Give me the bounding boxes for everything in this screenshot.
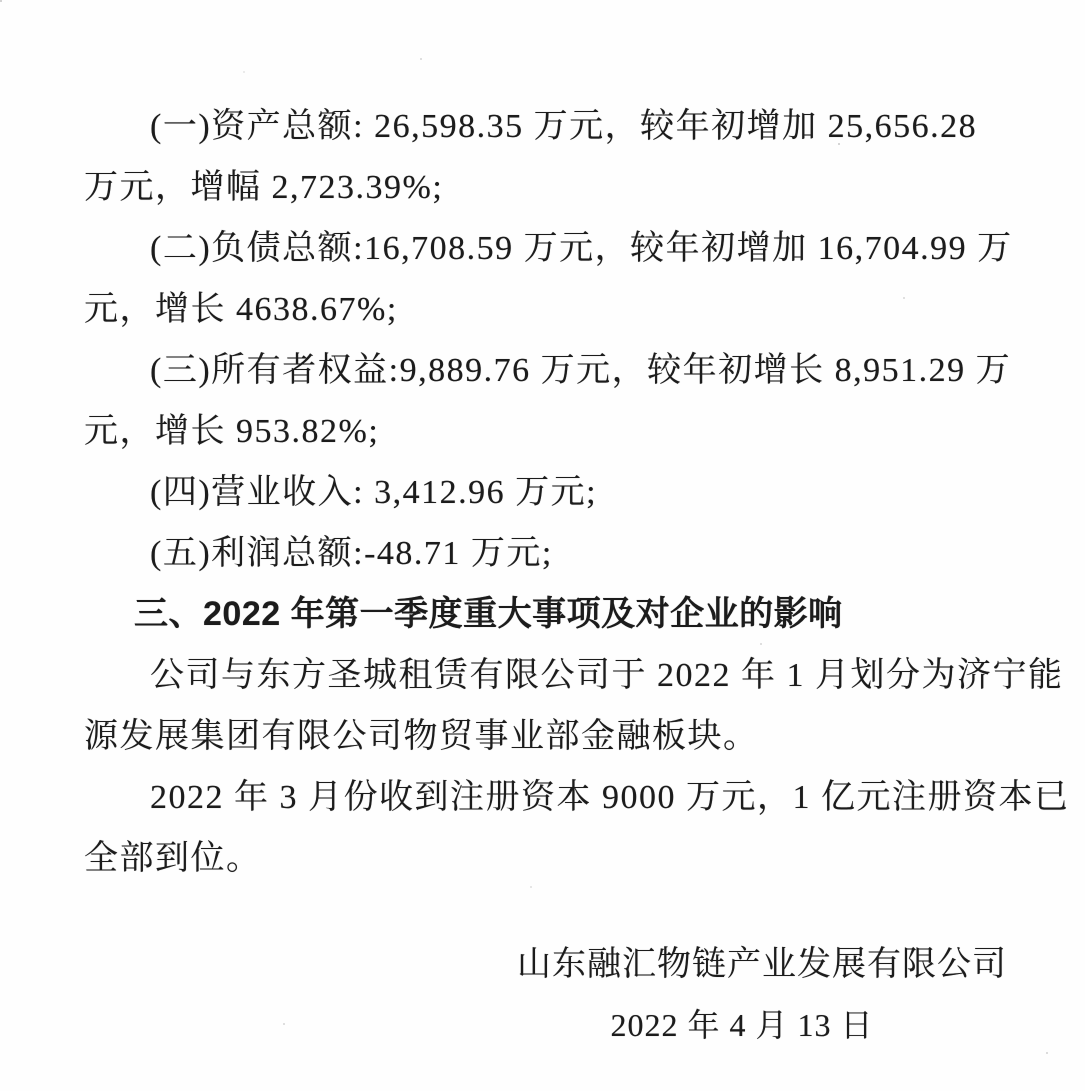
document-body <box>84 96 1070 1056</box>
paragraph-restructure-line-1: 公司与东方圣城租赁有限公司于 2022 年 1 月划分为济宁能 <box>150 657 1064 694</box>
financial-item-equity-line-1: (三)所有者权益:9,889.76 万元，较年初增长 8,951.29 万 <box>150 352 1012 389</box>
financial-item-equity-line-2: 元，增长 953.82%; <box>84 413 380 450</box>
paragraph-restructure-line-2: 源发展集团有限公司物贸事业部金融板块。 <box>84 718 759 755</box>
paragraph-capital-line-2: 全部到位。 <box>84 840 262 877</box>
financial-item-profit-line-1: (五)利润总额:-48.71 万元; <box>150 535 553 572</box>
scan-speckles <box>0 0 2 2</box>
signature-block <box>517 934 1007 1056</box>
paragraph-capital-line-1: 2022 年 3 月份收到注册资本 9000 万元，1 亿元注册资本已 <box>150 779 1070 816</box>
signature-company-name: 山东融汇物链产业发展有限公司 <box>517 946 1007 983</box>
signature-date: 2022 年 4 月 13 日 <box>610 1007 874 1043</box>
section-heading: 三、2022 年第一季度重大事项及对企业的影响 <box>134 595 843 633</box>
financial-item-liabilities-line-2: 元，增长 4638.67%; <box>84 291 398 328</box>
financial-item-assets-line-1: (一)资产总额: 26,598.35 万元，较年初增加 25,656.28 <box>150 108 978 145</box>
financial-item-assets-line-2: 万元，增幅 2,723.39%; <box>84 169 444 206</box>
financial-item-liabilities-line-1: (二)负债总额:16,708.59 万元，较年初增加 16,704.99 万 <box>150 230 1013 267</box>
financial-item-revenue-line-1: (四)营业收入: 3,412.96 万元; <box>150 474 598 511</box>
